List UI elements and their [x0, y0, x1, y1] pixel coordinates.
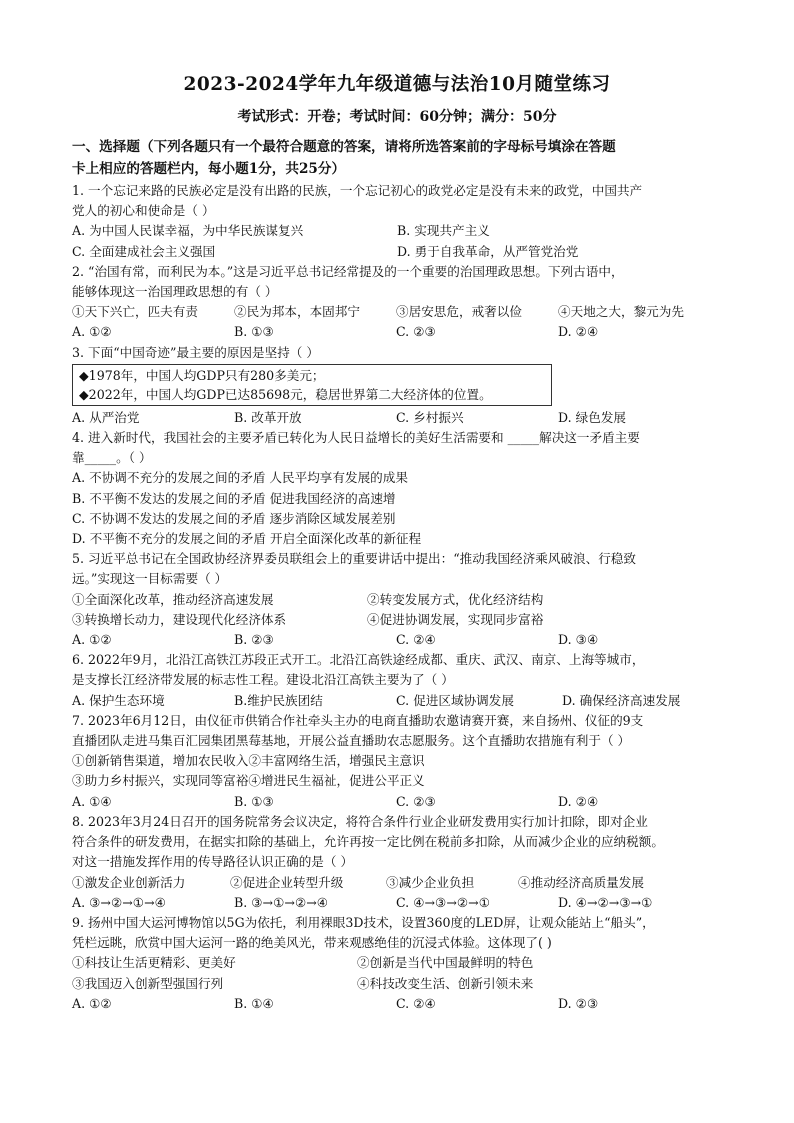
statements-line: ①创新销售渠道，增加农民收入②丰富网络生活，增强民主意识 [72, 753, 425, 769]
option-b: B.维护民族团结 [234, 692, 323, 708]
option-d: D. ②③ [558, 995, 599, 1011]
statements-row [72, 873, 722, 893]
options-row [72, 630, 722, 650]
options-row [72, 691, 722, 711]
option-c: C. ②④ [396, 995, 436, 1011]
option-b: B. ①③ [234, 793, 274, 809]
statement-1: ①天下兴亡，匹夫有责 [72, 304, 198, 320]
options-row [72, 792, 722, 812]
options-row [72, 994, 722, 1014]
question-stem: 能够体现这一治国理政思想的有（ ） [72, 284, 278, 300]
option-d: D. ②④ [558, 324, 599, 340]
option-a: A. ①② [72, 995, 112, 1011]
option-d: D. ④→②→③→① [558, 894, 653, 910]
question-stem: 6. 2022年9月，北沿江高铁江苏段正式开工。北沿江高铁途经成都、重庆、武汉、南京、上海等城市， [72, 652, 645, 668]
statement-2: ②创新是当代中国最鲜明的特色 [357, 955, 534, 971]
statements-row [72, 302, 722, 322]
question-9 [72, 913, 722, 1014]
question-stem: 符合条件的研发费用，在据实扣除的基础上，允许再按一定比例在税前多扣除，从而减少企业的应纳税额。 [72, 834, 664, 850]
option-a: A. 从严治党 [72, 409, 140, 425]
options-row [72, 242, 722, 262]
statement-1: ①科技让生活更精彩、更美好 [72, 955, 236, 971]
option-a: A. 保护生态环境 [72, 692, 165, 708]
option-b: B. ②③ [234, 632, 274, 648]
statement-2: ②民为邦本，本固邦宁 [234, 304, 360, 320]
statement-4: ④天地之大，黎元为先 [558, 304, 684, 320]
statement-3: ③转换增长动力，建设现代化经济体系 [72, 611, 287, 627]
material-line: ◆2022年，中国人均GDP已达85698元，稳居世界第二大经济体的位置。 [79, 386, 492, 402]
question-stem: 8. 2023年3月24日召开的国务院常务会议决定，将符合条件行业企业研发费用实行加计扣除，即对企业 [72, 813, 648, 829]
material-line: ◆1978年，中国人均GDP只有280多美元； [79, 367, 325, 383]
statement-1: ①激发企业创新活力 [72, 874, 186, 890]
option-b: B. ③→①→②→④ [234, 894, 329, 910]
statements-row [72, 610, 722, 630]
option-a: A. ①② [72, 632, 112, 648]
option-d: D. 不平衡不充分的发展之间的矛盾 开启全面深化改革的新征程 [72, 531, 422, 547]
question-stem: 1. 一个忘记来路的民族必定是没有出路的民族，一个忘记初心的政党必定是没有未来的政党，中国共产 [72, 183, 643, 198]
question-stem: 党人的初心和使命是（ ） [72, 203, 215, 219]
option-c: C. 全面建成社会主义强国 [72, 243, 216, 259]
question-4 [72, 428, 722, 549]
page-title: 2023-2024学年九年级道德与法治10月随堂练习 [183, 74, 611, 95]
section-heading-line: 卡上相应的答题栏内，每小题1分，共25分） [72, 161, 346, 177]
option-a: A. 为中国人民谋幸福，为中华民族谋复兴 [72, 223, 304, 239]
statement-1: ①全面深化改革，推动经济高速发展 [72, 591, 274, 607]
statements-row [72, 590, 722, 610]
statements-row [72, 974, 722, 994]
question-stem: 4. 进入新时代，我国社会的主要矛盾已转化为人民日益增长的美好生活需要和 _____解决这一矛盾主要 [72, 430, 640, 446]
option-c: C. 促进区域协调发展 [396, 692, 514, 708]
question-stem: 对这一措施发挥作用的传导路径认识正确的是（ ） [72, 854, 354, 870]
statement-3: ③居安思危，戒奢以俭 [396, 304, 522, 320]
question-3 [72, 343, 722, 428]
statements-line: ③助力乡村振兴，实现同等富裕④增进民生福祉，促进公平正义 [72, 773, 425, 789]
option-b: B. ①③ [234, 324, 274, 340]
question-5 [72, 549, 722, 650]
exam-info: 考试形式：开卷；考试时间：60分钟；满分：50分 [237, 109, 557, 125]
option-c: C. 不协调不发达的发展之间的矛盾 逐步消除区域发展差别 [72, 510, 396, 526]
question-7 [72, 711, 722, 812]
question-stem: 2. “治国有常，而利民为本。”这是习近平总书记经常提及的一个重要的治国理政思想。下列古语中， [72, 263, 624, 279]
question-stem: 9. 扬州中国大运河博物馆以5G为依托，利用裸眼3D技术，设置360度的LED屏，让观众能站上“船头”， [72, 914, 655, 930]
options-row [72, 322, 722, 342]
option-c: C. 乡村振兴 [396, 409, 464, 425]
option-c: C. ④→③→②→① [396, 894, 491, 910]
question-8 [72, 812, 722, 913]
option-b: B. 不平衡不发达的发展之间的矛盾 促进我国经济的高速增 [72, 490, 396, 506]
question-stem: 5. 习近平总书记在全国政协经济界委员联组会上的重要讲话中提出：“推动我国经济乘风破浪、行稳致 [72, 551, 636, 567]
question-stem: 是支撑长江经济带发展的标志性工程。建设北沿江高铁主要为了（ ） [72, 672, 454, 688]
section-heading [72, 136, 722, 180]
option-a: A. 不协调不充分的发展之间的矛盾 人民平均享有发展的成果 [72, 470, 408, 486]
question-stem: 3. 下面“中国奇迹”最主要的原因是坚持（ ） [72, 344, 319, 360]
material-box [72, 364, 552, 406]
question-stem: 7. 2023年6月12日，由仪征市供销合作社牵头主办的电商直播助农邀请赛开赛，来自扬州、仪征的9支 [72, 712, 644, 728]
option-a: A. ①② [72, 324, 112, 340]
option-b: B. 实现共产主义 [397, 223, 490, 239]
option-c: C. ②③ [396, 324, 436, 340]
question-1 [72, 181, 722, 262]
option-d: D. 绿色发展 [558, 409, 627, 425]
question-6 [72, 650, 722, 711]
option-a: A. ③→②→①→④ [72, 894, 166, 910]
statement-4: ④科技改变生活、创新引领未来 [357, 975, 534, 991]
section-heading-line: 一、选择题（下列各题只有一个最符合题意的答案，请将所选答案前的字母标号填涂在答题 [72, 139, 616, 155]
statement-4: ④推动经济高质量发展 [518, 874, 644, 890]
question-stem: 直播团队走进马集百汇园集团黑莓基地，开展公益直播助农志愿服务。这个直播助农措施有利于（ ） [72, 733, 631, 749]
question-stem: 远。”实现这一目标需要（ ） [72, 571, 228, 587]
statement-3: ③减少企业负担 [386, 874, 475, 890]
statement-2: ②转变发展方式，优化经济结构 [367, 591, 544, 607]
statement-4: ④促进协调发展，实现同步富裕 [367, 611, 544, 627]
option-c: C. ②③ [396, 793, 436, 809]
options-row [72, 408, 722, 428]
option-d: D. ②④ [558, 793, 599, 809]
statements-row [72, 953, 722, 973]
option-c: C. ②④ [396, 632, 436, 648]
question-stem: 靠_____。（ ） [72, 450, 152, 466]
statement-2: ②促进企业转型升级 [230, 874, 344, 890]
options-row [72, 221, 722, 241]
option-b: B. 改革开放 [234, 409, 302, 425]
option-a: A. ①④ [72, 793, 112, 809]
question-stem: 凭栏远眺，欣赏中国大运河一路的绝美风光，带来观感绝佳的沉浸式体验。这体现了( ) [72, 935, 552, 951]
statement-3: ③我国迈入创新型强国行列 [72, 975, 224, 991]
option-b: B. ①④ [234, 995, 274, 1011]
option-d: D. ③④ [558, 632, 599, 648]
options-row [72, 893, 722, 913]
option-d: D. 确保经济高速发展 [562, 692, 681, 708]
question-list [72, 136, 722, 1014]
question-2 [72, 262, 722, 343]
option-d: D. 勇于自我革命，从严管党治党 [397, 243, 579, 259]
